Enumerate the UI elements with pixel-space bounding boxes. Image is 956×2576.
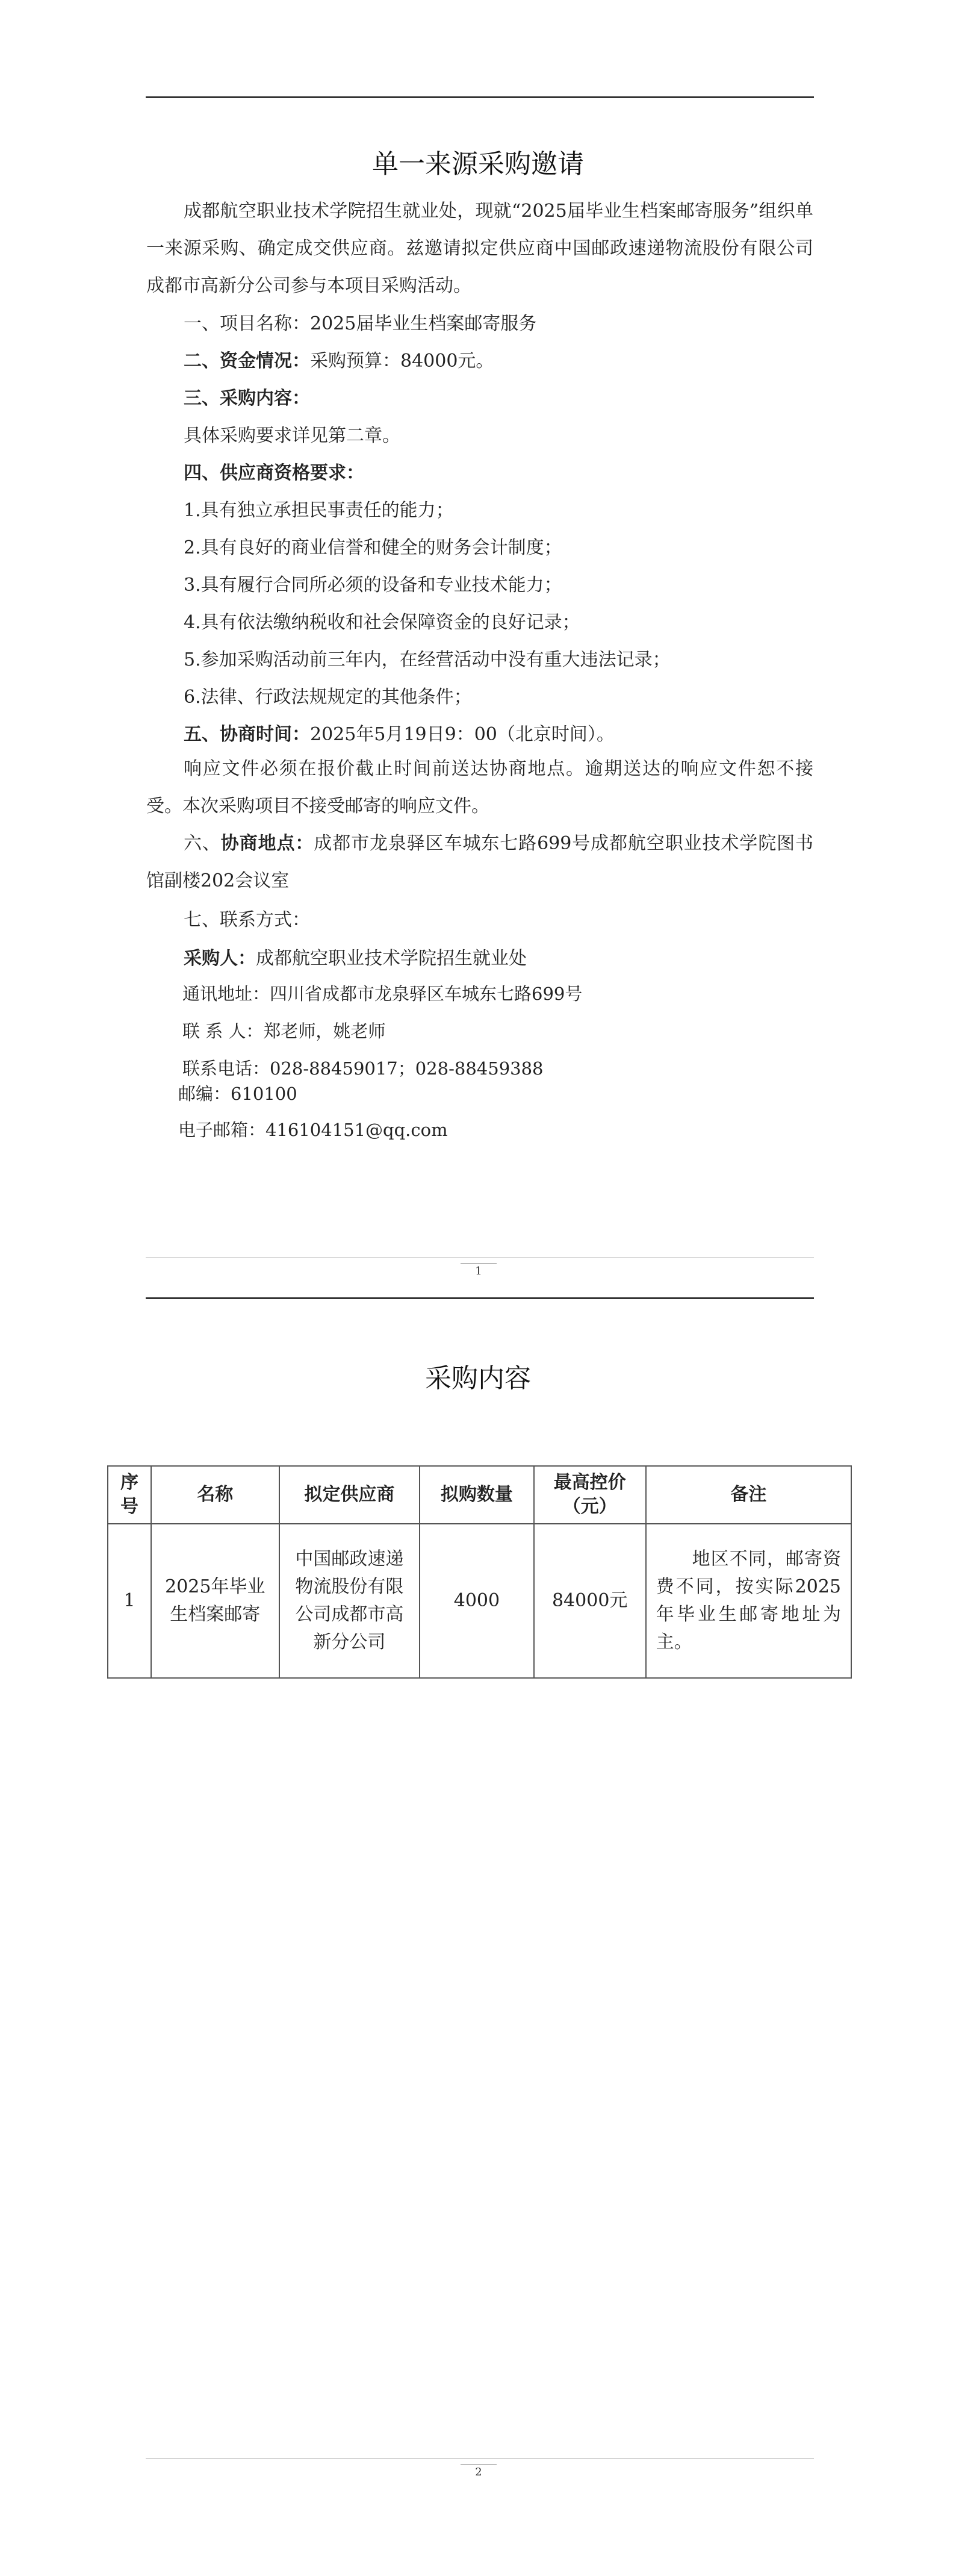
negotiation-place	[146, 825, 813, 900]
cell-max-price: 84000元	[534, 1524, 646, 1678]
negotiation-time	[184, 719, 615, 746]
column-header-name: 名称	[151, 1466, 279, 1524]
column-header-supplier: 拟定供应商	[279, 1466, 420, 1524]
header-rule-top	[146, 1297, 814, 1299]
negotiation-time-value: 2025年5月19日9：00（北京时间）。	[310, 724, 615, 745]
qualification-item: 1.具有独立承担民事责任的能力；	[184, 500, 454, 521]
qualification-item: 2.具有良好的商业信誉和健全的财务会计制度；	[184, 537, 562, 558]
project-name	[184, 308, 536, 335]
content-heading: 三、采购内容：	[184, 388, 310, 409]
column-header-no: 序号	[108, 1466, 151, 1524]
negotiation-place-label: 协商地点：	[220, 833, 314, 854]
negotiation-time-label: 五、协商时间：	[184, 724, 310, 745]
contact-heading: 七、联系方式：	[184, 909, 310, 931]
contact-email: 电子邮箱：416104151@qq.com	[178, 1120, 448, 1140]
contact-phone: 联系电话：028-88459017；028-88459388	[182, 1058, 544, 1079]
table-header-row	[108, 1466, 851, 1524]
fund-info	[184, 346, 494, 372]
cell-supplier: 中国邮政速递物流股份有限公司成都市高新分公司	[279, 1524, 420, 1678]
intro-paragraph: 成都航空职业技术学院招生就业处，现就“2025届毕业生档案邮寄服务”组织单一来源采购、确定成交供应商。兹邀请拟定供应商中国邮政速递物流股份有限公司成都市高新分公司参与本项目采购活动。	[146, 201, 813, 296]
column-header-max-price: 最高控价（元）	[534, 1466, 646, 1524]
qualification-item: 5.参加采购活动前三年内，在经营活动中没有重大违法记录；	[184, 649, 671, 670]
procurement-table	[107, 1465, 852, 1679]
page-number: 1	[475, 1265, 482, 1277]
page-title: 采购内容	[425, 1363, 531, 1394]
cell-name: 2025年毕业生档案邮寄	[151, 1524, 279, 1678]
column-header-remark: 备注	[646, 1466, 851, 1524]
buyer-value: 成都航空职业技术学院招生就业处	[256, 948, 527, 969]
qualification-heading: 四、供应商资格要求：	[184, 463, 364, 484]
page-number-rule	[461, 1263, 497, 1264]
contact-person: 联 系 人：郑老师，姚老师	[182, 1021, 386, 1041]
project-name-value: 2025届毕业生档案邮寄服务	[310, 313, 537, 334]
table-row	[108, 1524, 851, 1678]
page-number-rule	[461, 2464, 497, 2465]
page-title: 单一来源采购邀请	[372, 149, 584, 179]
column-header-quantity: 拟购数量	[420, 1466, 534, 1524]
buyer-label: 采购人：	[184, 948, 256, 969]
qualification-item: 3.具有履行合同所必须的设备和专业技术能力；	[184, 575, 562, 596]
header-rule-top	[146, 96, 814, 98]
content-detail: 具体采购要求详见第二章。	[184, 425, 400, 446]
qualification-item: 4.具有依法缴纳税收和社会保障资金的良好记录；	[184, 612, 580, 633]
buyer	[184, 943, 527, 970]
fund-info-value: 采购预算：84000元。	[310, 351, 494, 372]
cell-quantity: 4000	[420, 1524, 534, 1678]
cell-remark: 地区不同，邮寄资费不同，按实际2025年毕业生邮寄地址为主。	[646, 1524, 851, 1678]
contact-postcode: 邮编：610100	[178, 1084, 297, 1104]
negotiation-place-value: 成都市龙泉驿区车城东七路699号成都航空职业技术学院图书馆副楼202会议室	[146, 833, 814, 891]
contact-address: 通讯地址：四川省成都市龙泉驿区车城东七路699号	[182, 984, 583, 1004]
cell-no: 1	[108, 1524, 151, 1678]
qualification-item: 6.法律、行政法规规定的其他条件；	[184, 687, 472, 708]
fund-info-label: 二、资金情况：	[184, 351, 310, 372]
response-note: 响应文件必须在报价截止时间前送达协商地点。逾期送达的响应文件恕不接受。本次采购项目不接受邮寄的响应文件。	[146, 758, 813, 817]
project-name-label: 一、项目名称：	[184, 313, 310, 334]
page-number: 2	[475, 2466, 482, 2478]
negotiation-place-prefix: 六、	[184, 833, 221, 854]
